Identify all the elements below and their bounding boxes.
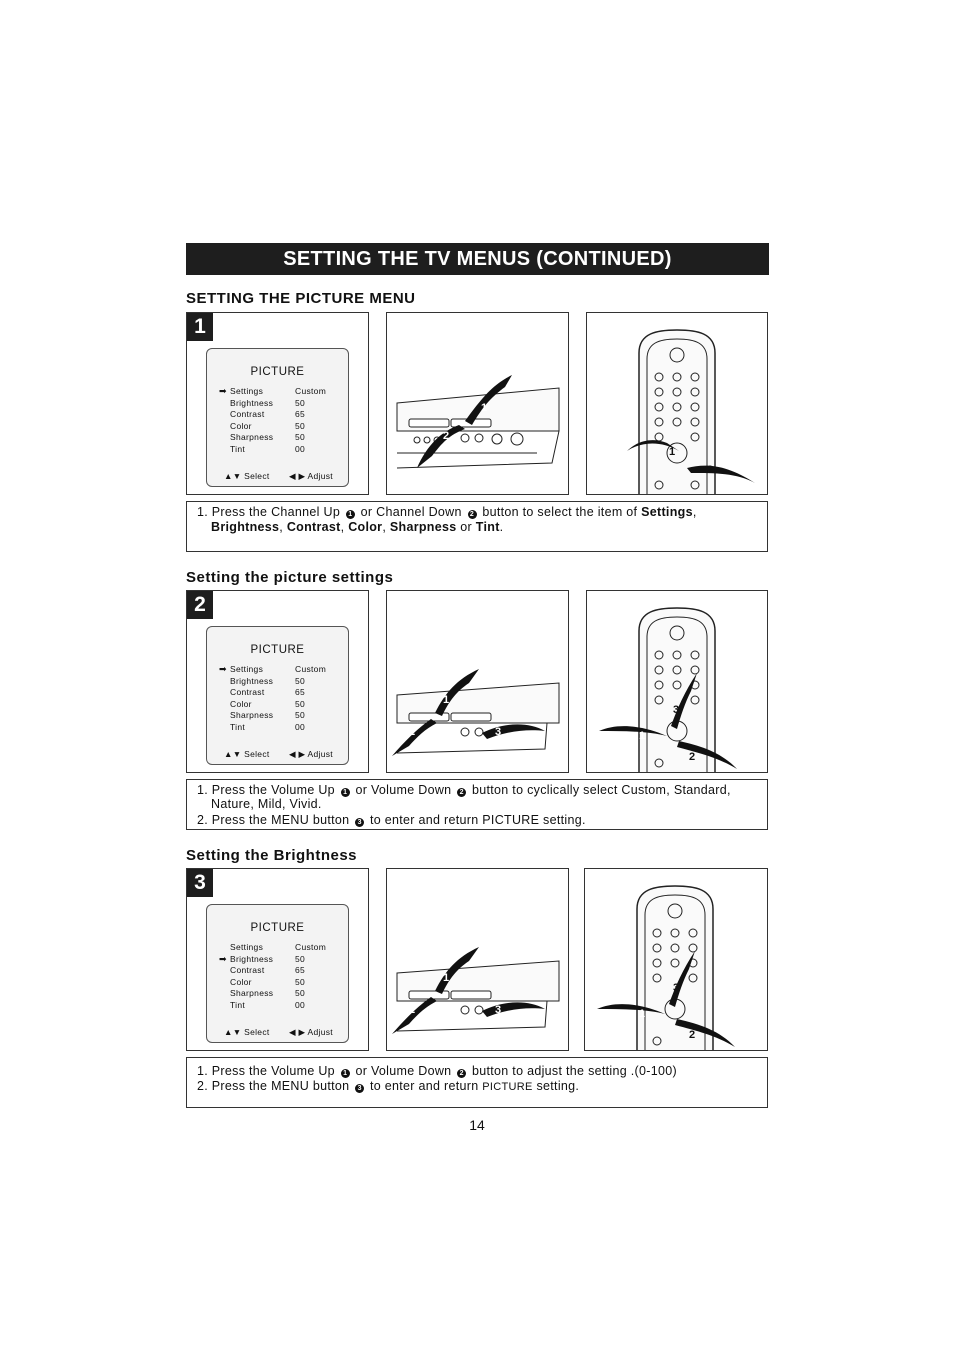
osd-row-color: Color 50 [230,421,306,431]
osd-row-color: Color 50 [230,977,306,987]
instructions-box-1 [186,501,768,552]
circled-number-2-icon: 2 [457,788,466,797]
svg-text:1: 1 [639,730,646,742]
svg-text:1: 1 [481,402,488,414]
remote-panel-2 [586,590,768,773]
instruction-line-3: 2. Press the MENU button 3 to enter and return PICTURE setting. [197,813,586,827]
osd-row-contrast: Contrast 65 [230,687,306,697]
remote-control-illustration [587,591,768,773]
left-right-arrows-icon: ◀ ▶ [289,749,306,759]
svg-text:1: 1 [669,446,676,458]
svg-text:2: 2 [707,464,714,476]
instruction-line-1: 1. Press the Volume Up 1 or Volume Down 2 button to cyclically select Custom, Standard, [197,783,731,797]
up-down-arrows-icon: ▲▼ [224,749,242,759]
instruction-line-2: Nature, Mild, Vivid. [211,797,322,811]
up-down-arrows-icon: ▲▼ [224,471,242,481]
svg-text:2: 2 [443,430,450,442]
osd-title: PICTURE [250,922,305,934]
osd-footer-adjust: ◀ ▶ Adjust [289,471,333,481]
step-number-3: 3 [187,869,213,897]
osd-row-sharpness: Sharpness 50 [230,710,306,720]
svg-text:1: 1 [443,972,450,984]
instruction-line-1: 1. Press the Channel Up 1 or Channel Down 2 button to select the item of Settings, [197,505,697,519]
osd-panel-1 [186,312,369,495]
svg-text:3: 3 [495,726,502,738]
circled-number-2-icon: 2 [468,510,477,519]
osd-panel-3 [186,868,369,1051]
section-title-picture-settings: Setting the picture settings [186,569,394,586]
left-right-arrows-icon: ◀ ▶ [289,471,306,481]
osd-footer-select: ▲▼ Select [224,1027,270,1037]
remote-control-illustration [585,869,768,1051]
osd-row-sharpness: Sharpness 50 [230,988,306,998]
osd-row-settings: Settings Custom [230,664,327,674]
left-right-arrows-icon: ◀ ▶ [289,1027,306,1037]
selection-arrow-icon: ➡ [219,386,227,396]
step-number-2: 2 [187,591,213,619]
circled-number-1-icon: 1 [341,788,350,797]
instruction-line-1: 1. Press the Volume Up 1 or Volume Down 2 button to adjust the setting .(0-100) [197,1064,677,1078]
svg-text:3: 3 [495,1004,502,1016]
instructions-box-3 [186,1057,768,1108]
osd-title: PICTURE [250,366,305,378]
osd-footer-adjust: ◀ ▶ Adjust [289,1027,333,1037]
selection-arrow-icon: ➡ [219,664,227,674]
tv-panel-3 [386,868,569,1051]
remote-control-illustration [587,313,768,495]
osd-row-sharpness: Sharpness 50 [230,432,306,442]
osd-row-brightness: Brightness 50 [230,954,306,964]
svg-text:3: 3 [673,982,680,994]
circled-number-3-icon: 3 [355,1084,364,1093]
picture-osd-menu [206,348,349,487]
osd-row-settings: Settings Custom [230,386,327,396]
instructions-box-2 [186,779,768,830]
osd-panel-2 [186,590,369,773]
circled-number-1-icon: 1 [346,510,355,519]
osd-title: PICTURE [250,644,305,656]
up-down-arrows-icon: ▲▼ [224,1027,242,1037]
osd-row-brightness: Brightness 50 [230,398,306,408]
tv-front-panel-illustration [387,591,569,773]
osd-row-contrast: Contrast 65 [230,965,306,975]
osd-row-color: Color 50 [230,699,306,709]
osd-footer-select: ▲▼ Select [224,749,270,759]
tv-front-panel-illustration [387,869,569,1051]
tv-panel-1 [386,312,569,495]
tv-panel-2 [386,590,569,773]
svg-text:2: 2 [409,1004,416,1016]
step-number-1: 1 [187,313,213,341]
osd-row-brightness: Brightness 50 [230,676,306,686]
instruction-line-2: 2. Press the MENU button 3 to enter and return PICTURE setting. [197,1079,580,1093]
circled-number-3-icon: 3 [355,818,364,827]
instruction-line-2: Brightness, Contrast, Color, Sharpness or Tint. [211,520,504,534]
osd-row-contrast: Contrast 65 [230,409,306,419]
osd-footer-adjust: ◀ ▶ Adjust [289,749,333,759]
osd-row-tint: Tint 00 [230,444,306,454]
remote-panel-3 [584,868,768,1051]
osd-row-settings: Settings Custom [230,942,327,952]
osd-row-tint: Tint 00 [230,722,306,732]
svg-text:2: 2 [689,751,696,763]
page-banner-title: SETTING THE TV MENUS (CONTINUED) [186,243,769,275]
svg-text:1: 1 [443,694,450,706]
section-title-picture-menu: SETTING THE PICTURE MENU [186,290,416,307]
svg-text:2: 2 [689,1029,696,1041]
page-number: 14 [469,1117,485,1133]
circled-number-1-icon: 1 [341,1069,350,1078]
remote-panel-1 [586,312,768,495]
osd-footer-select: ▲▼ Select [224,471,270,481]
picture-osd-menu [206,626,349,765]
tv-front-panel-illustration [387,313,569,495]
circled-number-2-icon: 2 [457,1069,466,1078]
svg-text:1: 1 [639,1008,646,1020]
selection-arrow-icon: ➡ [219,954,227,964]
section-title-brightness: Setting the Brightness [186,847,358,864]
osd-row-tint: Tint 00 [230,1000,306,1010]
svg-text:3: 3 [673,704,680,716]
svg-text:2: 2 [409,726,416,738]
picture-osd-menu [206,904,349,1043]
